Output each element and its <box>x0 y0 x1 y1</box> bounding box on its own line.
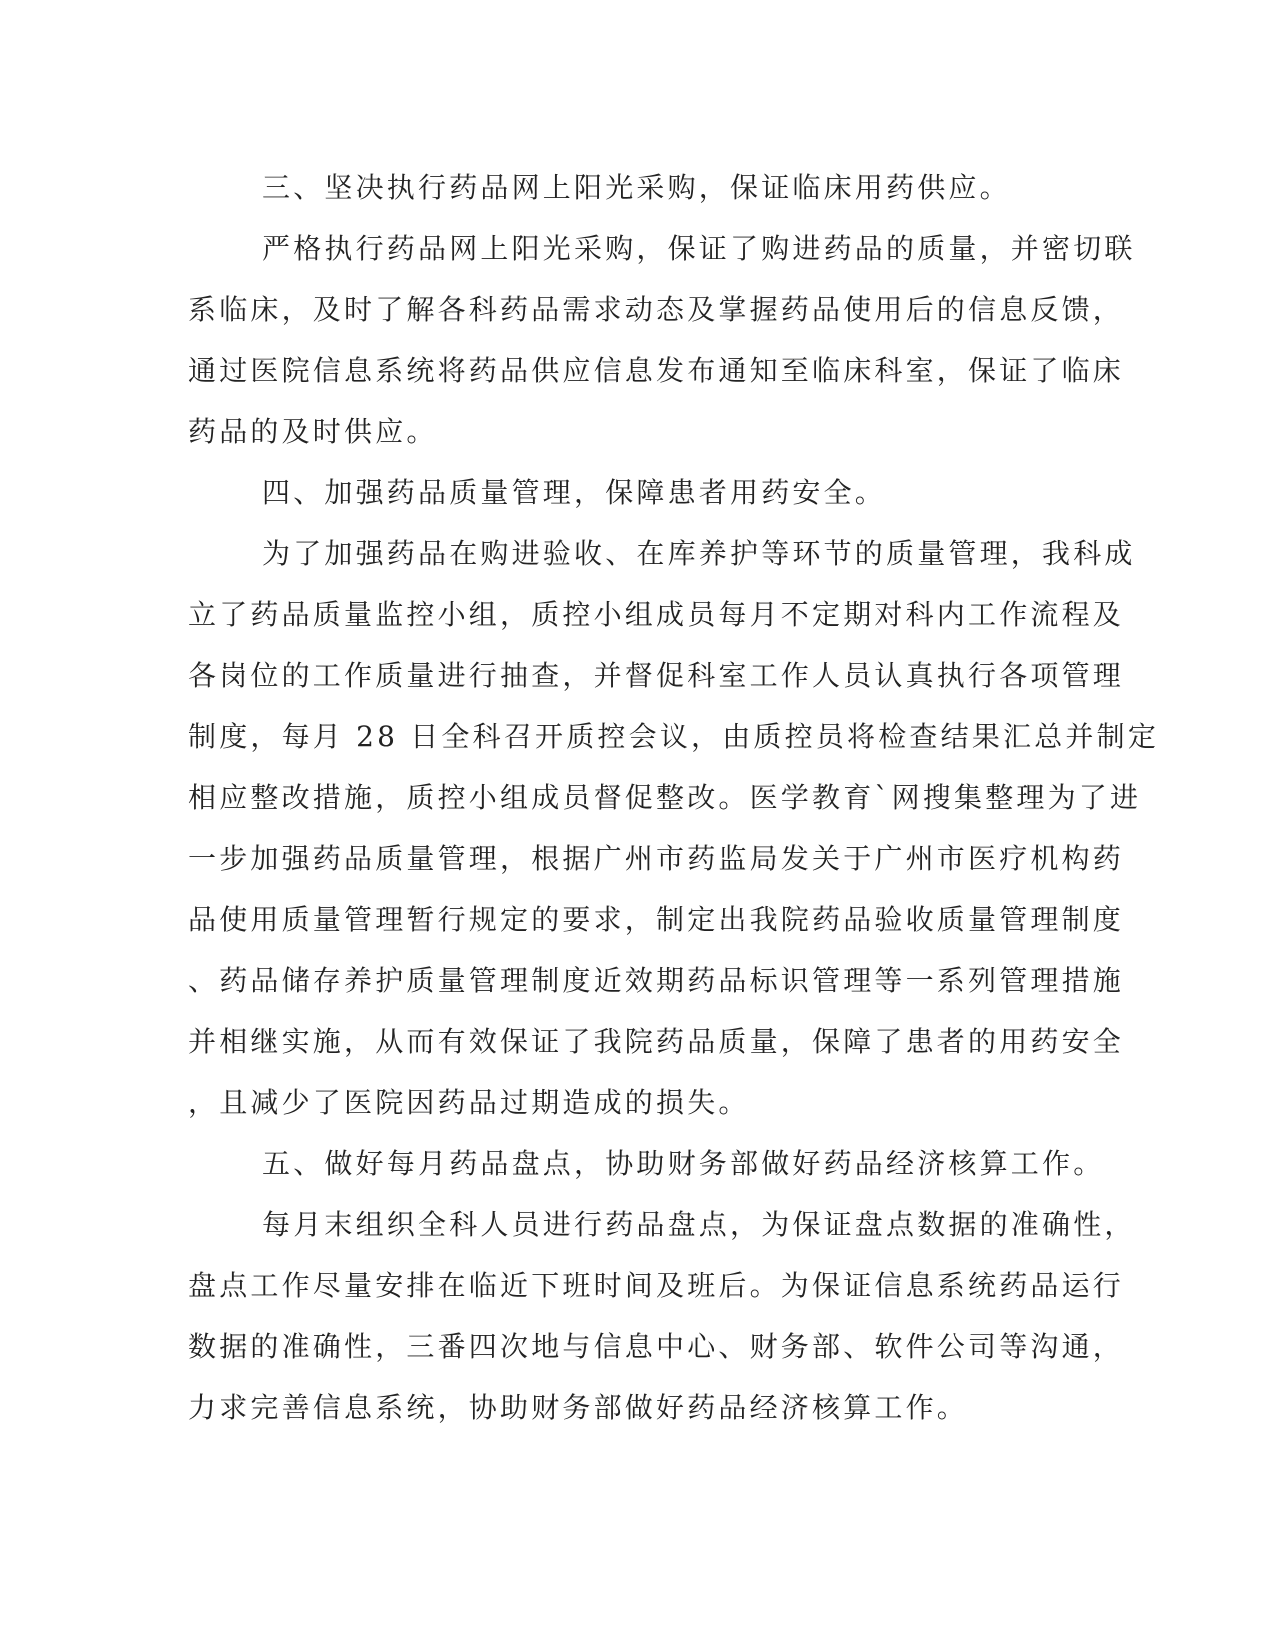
text-line: 四、加强药品质量管理，保障患者用药安全。 <box>262 476 887 509</box>
text-line: 通过医院信息系统将药品供应信息发布通知至临床科室，保证了临床 <box>188 354 1125 387</box>
text-line: 制度，每月 28 日全科召开质控会议，由质控员将检查结果汇总并制定 <box>188 720 1160 753</box>
text-line: 相应整改措施，质控小组成员督促整改。医学教育`网搜集整理为了进 <box>188 781 1142 814</box>
text-line: 盘点工作尽量安排在临近下班时间及班后。为保证信息系统药品运行 <box>188 1269 1125 1302</box>
text-line: 五、做好每月药品盘点，协助财务部做好药品经济核算工作。 <box>262 1147 1105 1180</box>
text-line: 品使用质量管理暂行规定的要求，制定出我院药品验收质量管理制度 <box>188 903 1125 936</box>
text-line: 数据的准确性，三番四次地与信息中心、财务部、软件公司等沟通， <box>188 1330 1125 1363</box>
text-line: 三、坚决执行药品网上阳光采购，保证临床用药供应。 <box>262 171 1011 204</box>
text-line: 立了药品质量监控小组，质控小组成员每月不定期对科内工作流程及 <box>188 598 1125 631</box>
text-line: 为了加强药品在购进验收、在库养护等环节的质量管理，我科成 <box>262 537 1136 570</box>
text-line: 药品的及时供应。 <box>188 415 438 448</box>
text-line: 系临床，及时了解各科药品需求动态及掌握药品使用后的信息反馈， <box>188 293 1125 326</box>
text-line: 一步加强药品质量管理，根据广州市药监局发关于广州市医疗机构药 <box>188 842 1125 875</box>
text-line: 各岗位的工作质量进行抽查，并督促科室工作人员认真执行各项管理 <box>188 659 1125 692</box>
text-line: 严格执行药品网上阳光采购，保证了购进药品的质量，并密切联 <box>262 232 1136 265</box>
text-line: 、药品储存养护质量管理制度近效期药品标识管理等一系列管理措施 <box>188 964 1125 997</box>
text-line: ，且减少了医院因药品过期造成的损失。 <box>188 1086 750 1119</box>
body-text <box>188 157 1160 1438</box>
text-line: 并相继实施，从而有效保证了我院药品质量，保障了患者的用药安全 <box>188 1025 1125 1058</box>
text-line: 每月末组织全科人员进行药品盘点，为保证盘点数据的准确性， <box>262 1208 1136 1241</box>
text-line: 力求完善信息系统，协助财务部做好药品经济核算工作。 <box>188 1391 969 1424</box>
